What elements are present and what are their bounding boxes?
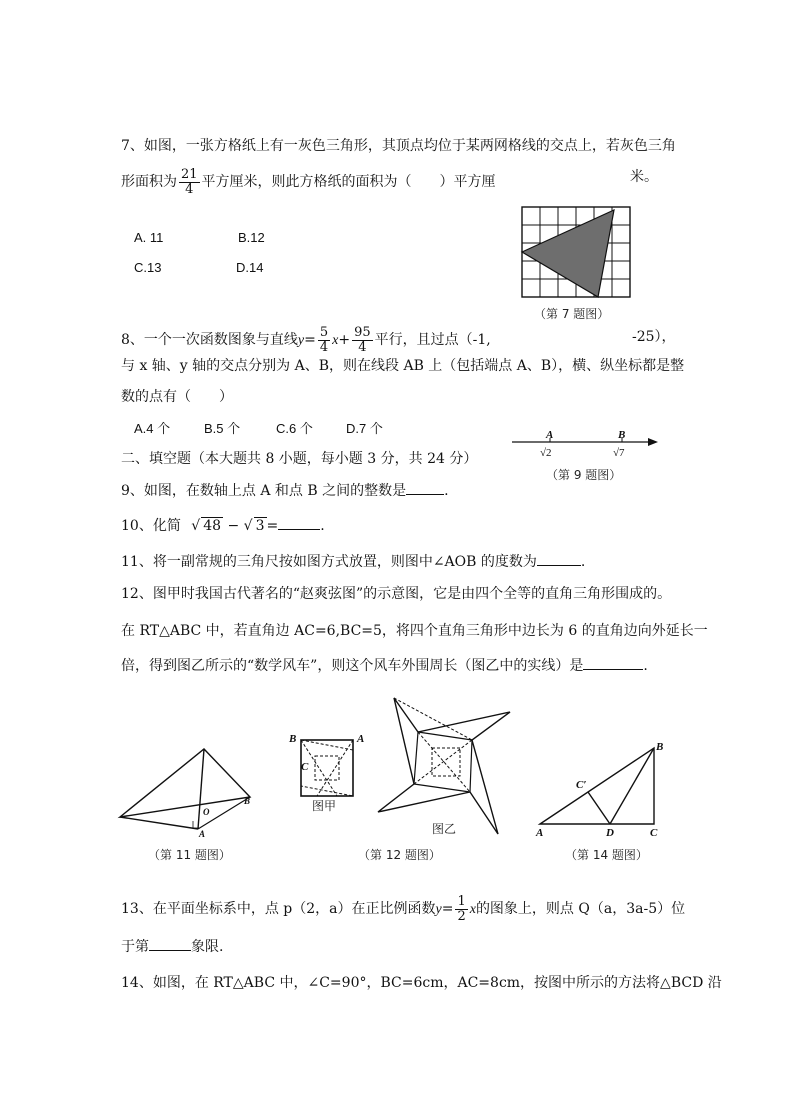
q9-text [121,480,449,500]
q13-line2-b: 象限. [191,939,224,955]
q13-answer-blank[interactable] [149,950,191,951]
q13-x: x [469,902,476,917]
q9-question: 9、如图，在数轴上点 A 和点 B 之间的整数是 [121,483,407,499]
q8-frac1 [318,326,330,354]
q8-frac2-den: 4 [358,339,367,355]
q12-figure-yi-label: 图乙 [432,822,457,836]
q8-eq: = [304,332,316,348]
q14-triangle-figure [534,740,674,840]
q7-grid-figure [522,207,632,299]
q10-prefix: 10、化简 [121,518,181,534]
q13-frac-den: 2 [457,908,466,924]
q14-caption: （第 14 题图） [565,848,648,862]
q13-text-a: 13、在平面坐标系中，点 p（2，a）在正比例函数 [121,901,436,917]
q8-tail: -25）， [632,329,676,345]
q8-frac1-den: 4 [319,339,329,355]
q8-line3: 数的点有（ ） [121,389,233,405]
q10-answer-blank[interactable] [278,529,320,530]
q8-option-b: B.5 个 [204,421,241,436]
q14-point-c: C [650,827,658,839]
q8-frac1-num: 5 [319,324,329,340]
q7-line1: 7、如图，一张方格纸上有一灰色三角形，其顶点均位于某两网格线的交点上，若灰色三角 [121,138,676,154]
q7-option-b: B.12 [238,230,265,245]
q12-figure-jia [285,728,375,808]
q10-sqrt1: √ 48 [191,518,222,534]
q9-point-b-label: B [618,429,626,441]
q12-line3 [121,655,648,675]
q14-point-d: D [606,827,614,839]
q7-frac-num: 21 [181,166,198,182]
q9-caption: （第 9 题图） [546,468,622,482]
q7-frac-den: 4 [185,181,194,197]
q9-number-line [512,428,662,464]
q9-point-a-label: A [546,429,554,441]
q12-line1: 12、图甲时我国古代著名的“赵爽弦图”的示意图，它是由四个全等的直角三角形围成的。 [121,586,672,602]
q11-point-a: A [199,829,206,839]
q13-line2-a: 于第 [121,939,149,955]
q11-point-o: O [203,807,210,817]
q8-option-d: D.7 个 [346,421,383,436]
q11-answer-blank[interactable] [537,565,581,566]
q10-equals: = [266,518,279,534]
q11-point-b: B [244,796,251,806]
q10-text [121,515,325,535]
q12-period: . [643,658,648,674]
q10-sqrt1-radicand: 48 [203,518,222,534]
q8-frac2-num: 95 [354,324,371,340]
q12-jia-point-b: B [289,733,297,745]
q13-eq: = [441,901,454,917]
q10-sqrt2-radicand: 3 [255,518,265,534]
q8-text-a: 8、一个一次函数图象与直线 [121,332,298,348]
q8-y: y [297,333,305,348]
q8-plus: + [338,332,351,348]
q8-x: x [332,333,339,348]
q13-line2 [121,936,223,956]
q10-sqrt2: √ 3 [243,518,265,534]
q7-option-a: A. 11 [134,230,164,245]
q8-option-a: A.4 个 [134,421,171,436]
q9-point-a-value: √2 [540,447,552,459]
q12-jia-point-c: C [301,761,309,773]
q7-option-d: D.14 [236,260,264,275]
q12-line2: 在 RT△ABC 中，若直角边 AC=6,BC=5，将四个直角三角形中边长为 6 的直角边向外延长一 [121,623,708,639]
q11-text [121,551,585,571]
q9-point-b-value: √7 [613,447,625,459]
q7-caption: （第 7 题图） [534,307,610,321]
q14-point-b: B [656,741,664,753]
q10-minus: − [227,518,240,534]
q10-period: . [320,518,325,534]
q11-period: . [580,554,586,570]
q7-option-c: C.13 [134,260,162,275]
q12-figure-jia-label: 图甲 [312,799,337,813]
q12-jia-point-a: A [357,733,365,745]
q7-line2-a: 形面积为 [121,174,177,190]
q14-point-a: A [536,827,544,839]
q14-point-c-prime: C′ [576,779,587,791]
q8-line2: 与 x 轴、y 轴的交点分别为 A、B，则在线段 AB 上（包括端点 A、B），横、纵坐标都是整 [121,358,685,374]
q13-line1 [121,887,685,932]
q7-line2-b: 平方厘米，则此方格纸的面积为（ ）平方厘 [201,174,496,190]
section-2-heading: 二、填空题（本大题共 8 小题，每小题 3 分，共 24 分） [121,451,478,467]
q13-frac-num: 1 [457,893,466,909]
q7-line2 [121,160,496,204]
q14-text: 14、如图，在 RT△ABC 中，∠C=90°，BC=6cm，AC=8cm，按图中所示的方法将△BCD 沿 [121,975,722,991]
q13-fraction [455,895,467,923]
q8-text-b: 平行，且过点（-1, [374,332,491,348]
q8-frac2 [352,326,373,354]
q12-caption: （第 12 题图） [358,848,441,862]
q11-caption: （第 11 题图） [148,848,231,862]
q7-fraction [179,168,200,196]
q12-figure-yi [378,698,518,838]
q11-triangle-figure [120,745,260,837]
q12-question: 倍，得到图乙所示的“数学风车”，则这个风车外围周长（图乙中的实线）是 [121,658,584,674]
q9-answer-blank[interactable] [406,494,444,495]
q13-text-b: 的图象上，则点 Q（a，3a-5）位 [475,901,686,917]
q7-tail: 米。 [630,169,658,185]
q12-answer-blank[interactable] [583,669,643,670]
q8-option-c: C.6 个 [276,421,313,436]
q9-period: . [444,483,449,499]
q13-y: y [435,902,442,917]
q11-question: 11、将一副常规的三角尺按如图方式放置，则图中∠AOB 的度数为 [121,554,537,570]
